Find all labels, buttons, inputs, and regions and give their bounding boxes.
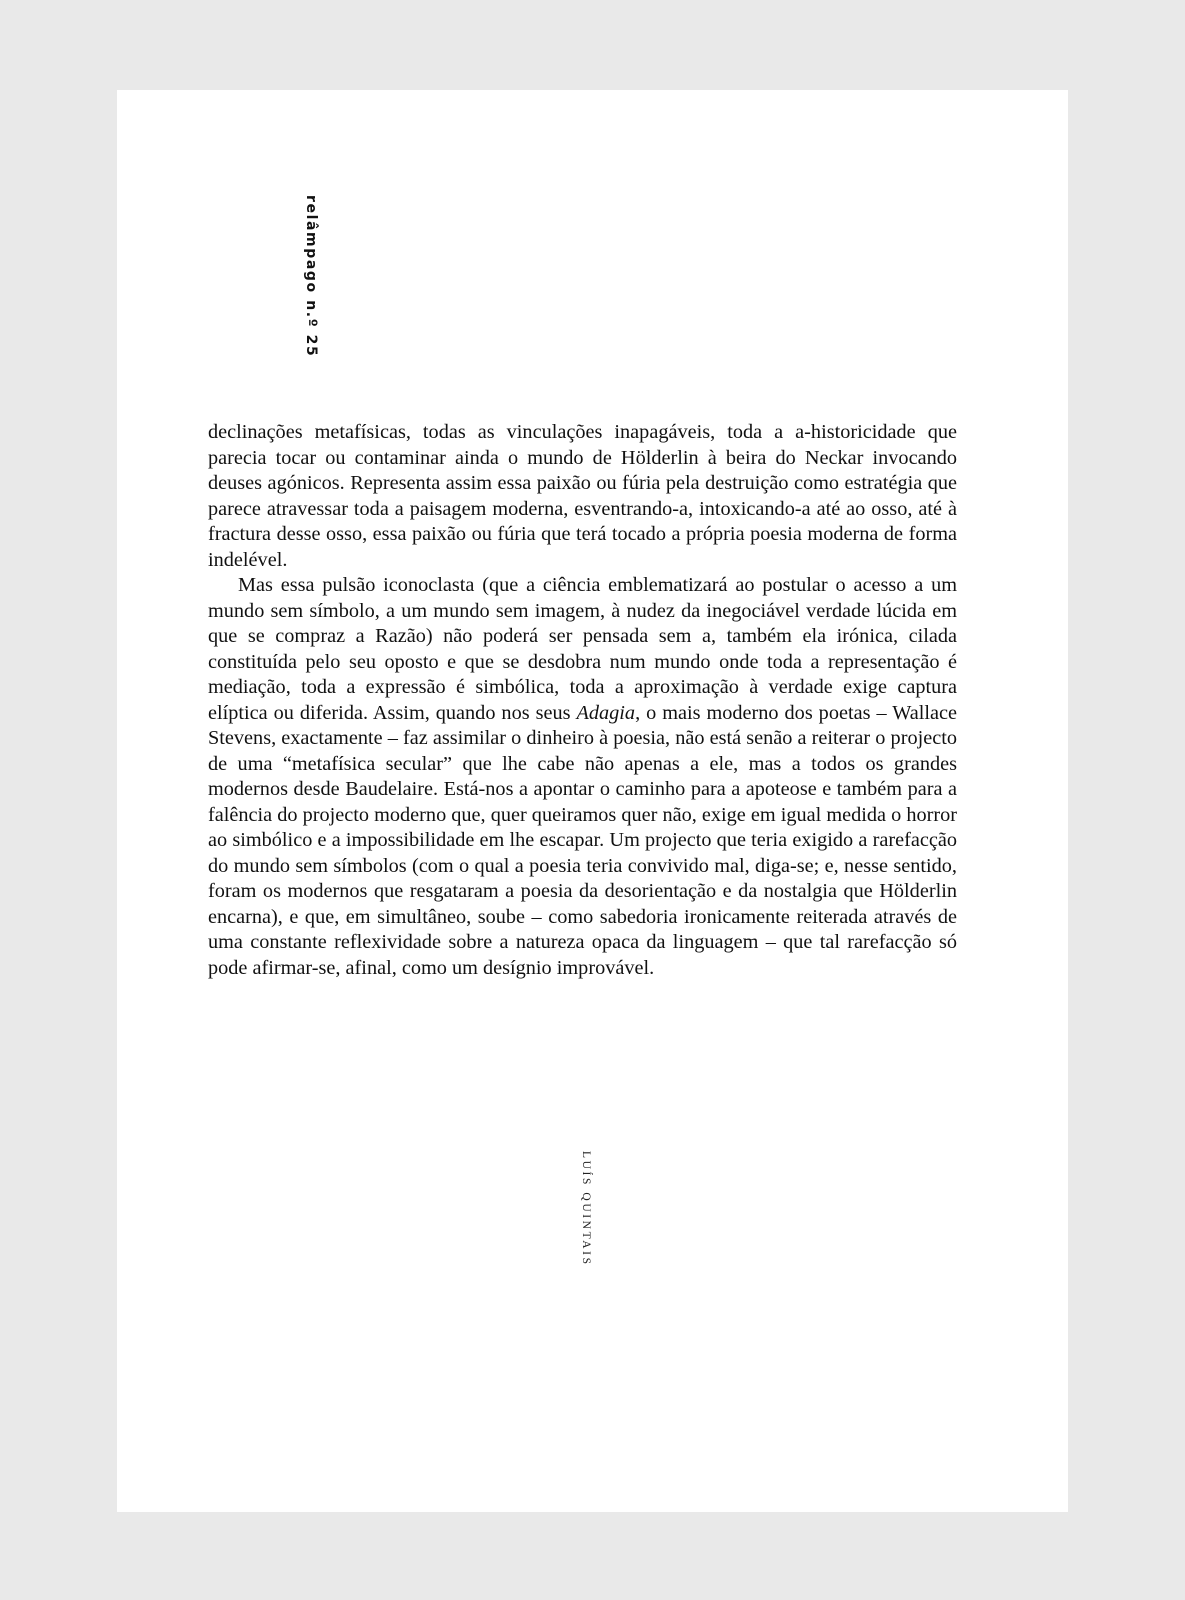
body-text <box>208 420 957 981</box>
paragraph-2-part-1: Mas essa pulsão iconoclasta (que a ciência emblematizará ao postular o acesso a um mundo sem símbolo, a um mundo sem imagem, à nudez da inegociável verdade lúcida em que se compraz a Razão) não poderá ser pensada sem a, também ela irónica, cilada constituída pelo seu oposto e que se desdobra num mundo onde toda a representação é mediação, toda a expressão é simbólica, toda a aproximação à verdade exige captura elíptica ou diferida. Assim, quando nos seus <box>208 574 957 724</box>
author-name: LUÍS QUINTAIS <box>580 1151 592 1267</box>
book-title-italic: Adagia <box>576 701 636 724</box>
paragraph-2-part-2: , o mais moderno dos poetas – Wallace Stevens, exactamente – faz assimilar o dinheiro à poesia, não está senão a reiterar o projecto de uma “metafísica secular” que lhe cabe não apenas a ele, mas a todos os grandes modernos desde Baudelaire. Está-nos a apontar o caminho para a apoteose e também para a falência do projecto moderno que, quer queiramos quer não, exige em igual medida o horror ao simbólico e a impossibilidade em lhe escapar. Um projecto que teria exigido a rarefacção do mundo sem símbolos (com o qual a poesia teria convivido mal, diga-se; e, nesse sentido, foram os modernos que resgataram a poesia da desorientação e da nostalgia que Hölderlin encarna), e que, em simultâneo, soube – como sabedoria ironicamente reiterada através de uma constante reflexividade sobre a natureza opaca da linguagem – que tal rarefacção só pode afirmar-se, afinal, como um desígnio improvável. <box>208 701 958 979</box>
running-head: relâmpago n.º 25 <box>303 195 319 358</box>
paragraph-1: declinações metafísicas, todas as vinculações inapagáveis, toda a a-historicidade que parecia tocar ou contaminar ainda o mundo de Hölderlin à beira do Neckar invocando deuses agónicos. Representa assim essa paixão ou fúria pela destruição como estratégia que parece atravessar toda a paisagem moderna, esventrando-a, intoxicando-a até ao osso, até à fractura desse osso, essa paixão ou fúria que terá tocado a própria poesia moderna de forma indelével. <box>208 421 957 571</box>
paragraph-2 <box>208 573 957 981</box>
